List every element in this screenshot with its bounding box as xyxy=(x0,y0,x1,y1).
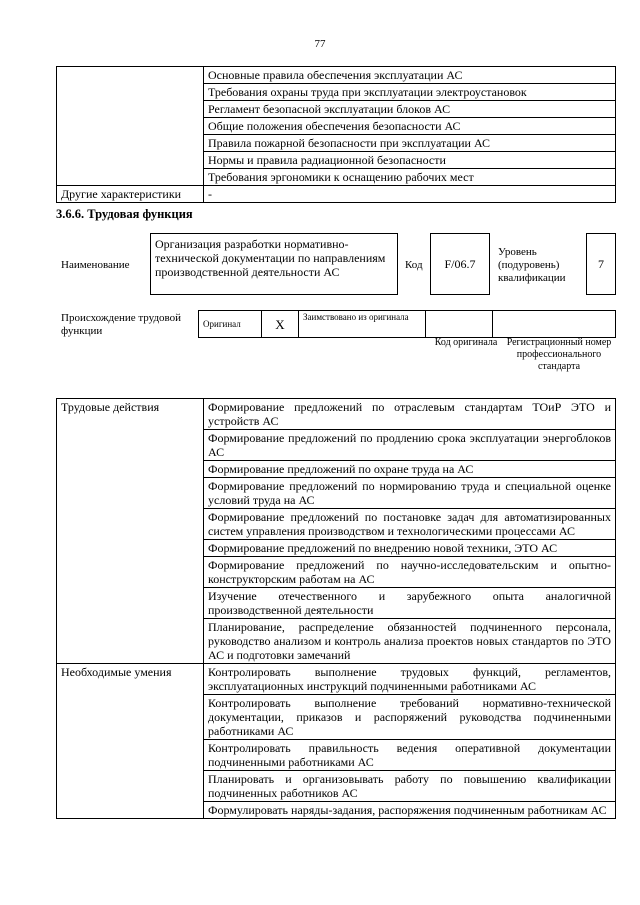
section-title: 3.6.6. Трудовая функция xyxy=(56,207,193,221)
origin-label: Происхождение трудовой функции xyxy=(61,312,182,337)
labor-action-item: Формирование предложений по постановке задач для автоматизированных систем управления производством и технологическими процессами АС xyxy=(204,509,616,540)
labor-action-item: Изучение отечественного и зарубежного опыта аналогичной производственной деятельности xyxy=(204,588,616,619)
table-row xyxy=(57,664,616,695)
table-row xyxy=(57,186,616,203)
table-cell: Требования охраны труда при эксплуатации электроустановок xyxy=(204,84,616,101)
table-row xyxy=(57,67,616,84)
labor-action-item: Планирование, распределение обязанностей подчиненного персонала, руководство анализом и контроль анализа проектов новых стандартов по ЭТО АС и подготовки замечаний xyxy=(204,619,616,664)
required-skills-label: Необходимые умения xyxy=(57,664,204,819)
labor-action-item: Формирование предложений по продлению срока эксплуатации энергоблоков АС xyxy=(204,430,616,461)
empty-section-cell xyxy=(57,67,204,186)
origin-table xyxy=(198,310,616,338)
qualification-level-box: 7 xyxy=(586,233,616,295)
table-row xyxy=(199,311,616,338)
function-name-box: Организация разработки нормативно-технической документации по направлениям производственной деятельности АС xyxy=(150,233,398,295)
requirements-continuation-table xyxy=(56,66,616,203)
table-cell: Правила пожарной безопасности при эксплуатации АС xyxy=(204,135,616,152)
labor-action-item: Формирование предложений по отраслевым стандартам ТОиР ЭТО и устройств АС xyxy=(204,399,616,430)
name-label: Наименование xyxy=(61,259,130,271)
labor-action-item: Формирование предложений по внедрению новой техники, ЭТО АС xyxy=(204,540,616,557)
code-label: Код xyxy=(405,259,423,271)
table-cell: Нормы и правила радиационной безопасности xyxy=(204,152,616,169)
page-number: 77 xyxy=(314,38,326,50)
table-cell: Регламент безопасной эксплуатации блоков АС xyxy=(204,101,616,118)
labor-actions-label: Трудовые действия xyxy=(57,399,204,664)
original-code-cell xyxy=(426,311,493,338)
skill-item: Контролировать правильность ведения оперативной документации подчиненными работниками АС xyxy=(204,740,616,771)
table-cell: Общие положения обеспечения безопасности АС xyxy=(204,118,616,135)
other-characteristics-label: Другие характеристики xyxy=(57,186,204,203)
qualification-level-label: Уровень (подуровень) квалификации xyxy=(498,246,566,284)
registration-number-cell xyxy=(493,311,616,338)
original-code-caption: Код оригинала xyxy=(434,337,498,348)
other-characteristics-value: - xyxy=(204,186,616,203)
skill-item: Контролировать выполнение требований нормативно-технической документации, приказов и распоряжений руководства подчиненными работниками АС xyxy=(204,695,616,740)
borrowed-label: Заимствовано из оригинала xyxy=(299,311,426,338)
table-row xyxy=(57,399,616,430)
labor-action-item: Формирование предложений по нормированию труда и специальной оценке условий труда на АС xyxy=(204,478,616,509)
skill-item: Контролировать выполнение трудовых функций, регламентов, эксплуатационных инструкций подчиненными работниками АС xyxy=(204,664,616,695)
table-cell: Требования эргономики к оснащению рабочих мест xyxy=(204,169,616,186)
original-mark: X xyxy=(262,311,299,338)
skill-item: Формулировать наряды-задания, распоряжения подчиненным работникам АС xyxy=(204,802,616,819)
skill-item: Планировать и организовывать работу по повышению квалификации подчиненных работников АС xyxy=(204,771,616,802)
registration-number-caption: Регистрационный номер профессионального стандарта xyxy=(506,337,612,372)
labor-action-item: Формирование предложений по научно-исследовательским и опытно-конструкторским работам на АС xyxy=(204,557,616,588)
original-label: Оригинал xyxy=(199,311,262,338)
table-cell: Основные правила обеспечения эксплуатации АС xyxy=(204,67,616,84)
labor-function-table xyxy=(56,398,616,819)
labor-action-item: Формирование предложений по охране труда на АС xyxy=(204,461,616,478)
function-code-box: F/06.7 xyxy=(430,233,490,295)
